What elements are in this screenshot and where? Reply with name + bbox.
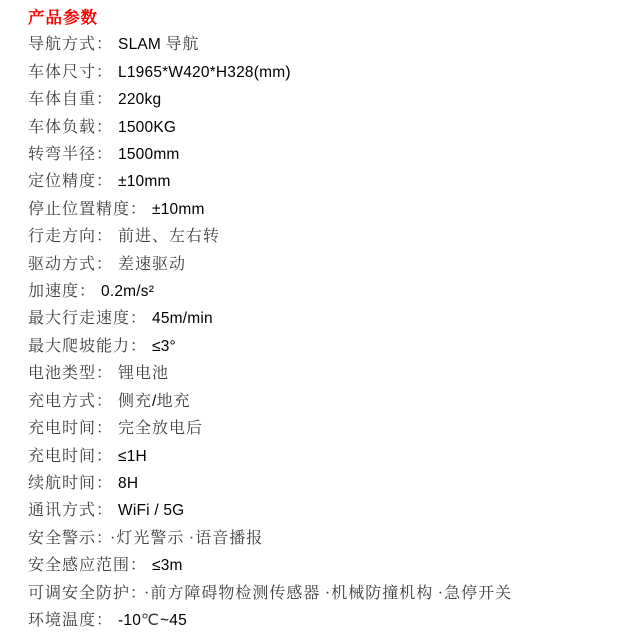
parameter-row [28,470,626,497]
parameter-value: 前进、左右转 [118,228,221,246]
parameter-label: 安全警示 [28,529,97,547]
parameter-list [28,31,626,634]
parameter-label: 行走方向 [28,228,97,246]
parameter-label: 车体自重 [28,91,97,109]
parameter-value: ·前方障碍物检测传感器 ·机械防撞机构 ·急停开关 [144,584,513,602]
label-colon: ： [96,255,114,273]
label-colon: ： [96,529,106,547]
parameter-label: 通讯方式 [28,502,97,520]
parameter-label: 定位精度 [28,173,97,191]
parameter-value: 1500KG [118,118,177,136]
parameter-row [28,443,626,470]
label-colon: ： [130,310,148,328]
parameter-row [28,415,626,442]
parameter-label: 充电时间 [28,447,97,465]
label-colon: ： [130,337,148,355]
label-colon: ： [96,474,114,492]
parameter-row [28,580,626,607]
label-colon: ： [96,502,114,520]
label-colon: ： [96,173,114,191]
parameter-row [28,196,626,223]
parameter-value: 1500mm [118,146,180,164]
parameter-row [28,251,626,278]
parameter-row [28,223,626,250]
parameter-row [28,31,626,58]
parameter-row [28,305,626,332]
label-colon: ： [96,36,114,54]
parameter-row [28,552,626,579]
parameter-label: 最大行走速度 [28,310,131,328]
label-colon: ： [96,146,114,164]
label-colon: ： [96,91,114,109]
parameter-row [28,86,626,113]
label-colon: ： [96,365,114,383]
page-title: 产品参数 [28,8,98,27]
parameter-label: 车体负载 [28,118,97,136]
parameter-value: 锂电池 [118,365,170,383]
parameter-row [28,141,626,168]
label-colon: ： [96,228,114,246]
parameter-value: SLAM 导航 [118,36,200,54]
parameter-label: 续航时间 [28,474,97,492]
parameter-row [28,333,626,360]
parameter-value: 8H [118,474,139,492]
parameter-label: 安全感应范围 [28,557,131,575]
parameter-value: 45m/min [152,310,213,328]
parameter-label: 环境温度 [28,611,97,629]
parameter-value: ±10mm [152,200,205,218]
parameter-label: 导航方式 [28,36,97,54]
parameter-row [28,278,626,305]
label-colon: ： [79,283,97,301]
parameter-value: WiFi / 5G [118,502,185,520]
label-colon: ： [130,557,148,575]
label-colon: ： [96,420,114,438]
parameter-value: ·灯光警示 ·语音播报 [110,529,264,547]
parameter-row [28,607,626,634]
label-colon: ： [96,611,114,629]
parameter-label: 停止位置精度 [28,200,131,218]
parameter-value: ≤3° [152,337,176,355]
parameter-label: 转弯半径 [28,146,97,164]
parameter-value: L1965*W420*H328(mm) [118,63,291,81]
parameter-label: 驱动方式 [28,255,97,273]
parameter-value: 220kg [118,91,162,109]
parameter-label: 可调安全防护 [28,584,131,602]
parameter-value: 完全放电后 [118,420,204,438]
label-colon: ： [130,200,148,218]
parameter-row [28,525,626,552]
parameter-label: 充电时间 [28,420,97,438]
parameter-row [28,388,626,415]
parameter-label: 电池类型 [28,365,97,383]
parameter-row [28,497,626,524]
label-colon: ： [96,118,114,136]
parameter-value: 差速驱动 [118,255,187,273]
label-colon: ： [96,447,114,465]
parameter-label: 加速度 [28,283,80,301]
parameter-row [28,59,626,86]
parameter-label: 最大爬坡能力 [28,337,131,355]
label-colon: ： [96,392,114,410]
label-colon: ： [130,584,140,602]
parameter-row [28,360,626,387]
parameter-row [28,114,626,141]
parameter-label: 车体尺寸 [28,63,97,81]
parameter-label: 充电方式 [28,392,97,410]
parameter-value: ≤1H [118,447,147,465]
parameter-row [28,168,626,195]
parameter-value: 侧充/地充 [118,392,191,410]
parameter-value: ≤3m [152,557,183,575]
parameter-value: -10℃~45 [118,611,187,629]
parameter-value: ±10mm [118,173,171,191]
label-colon: ： [96,63,114,81]
parameter-value: 0.2m/s² [101,283,155,301]
